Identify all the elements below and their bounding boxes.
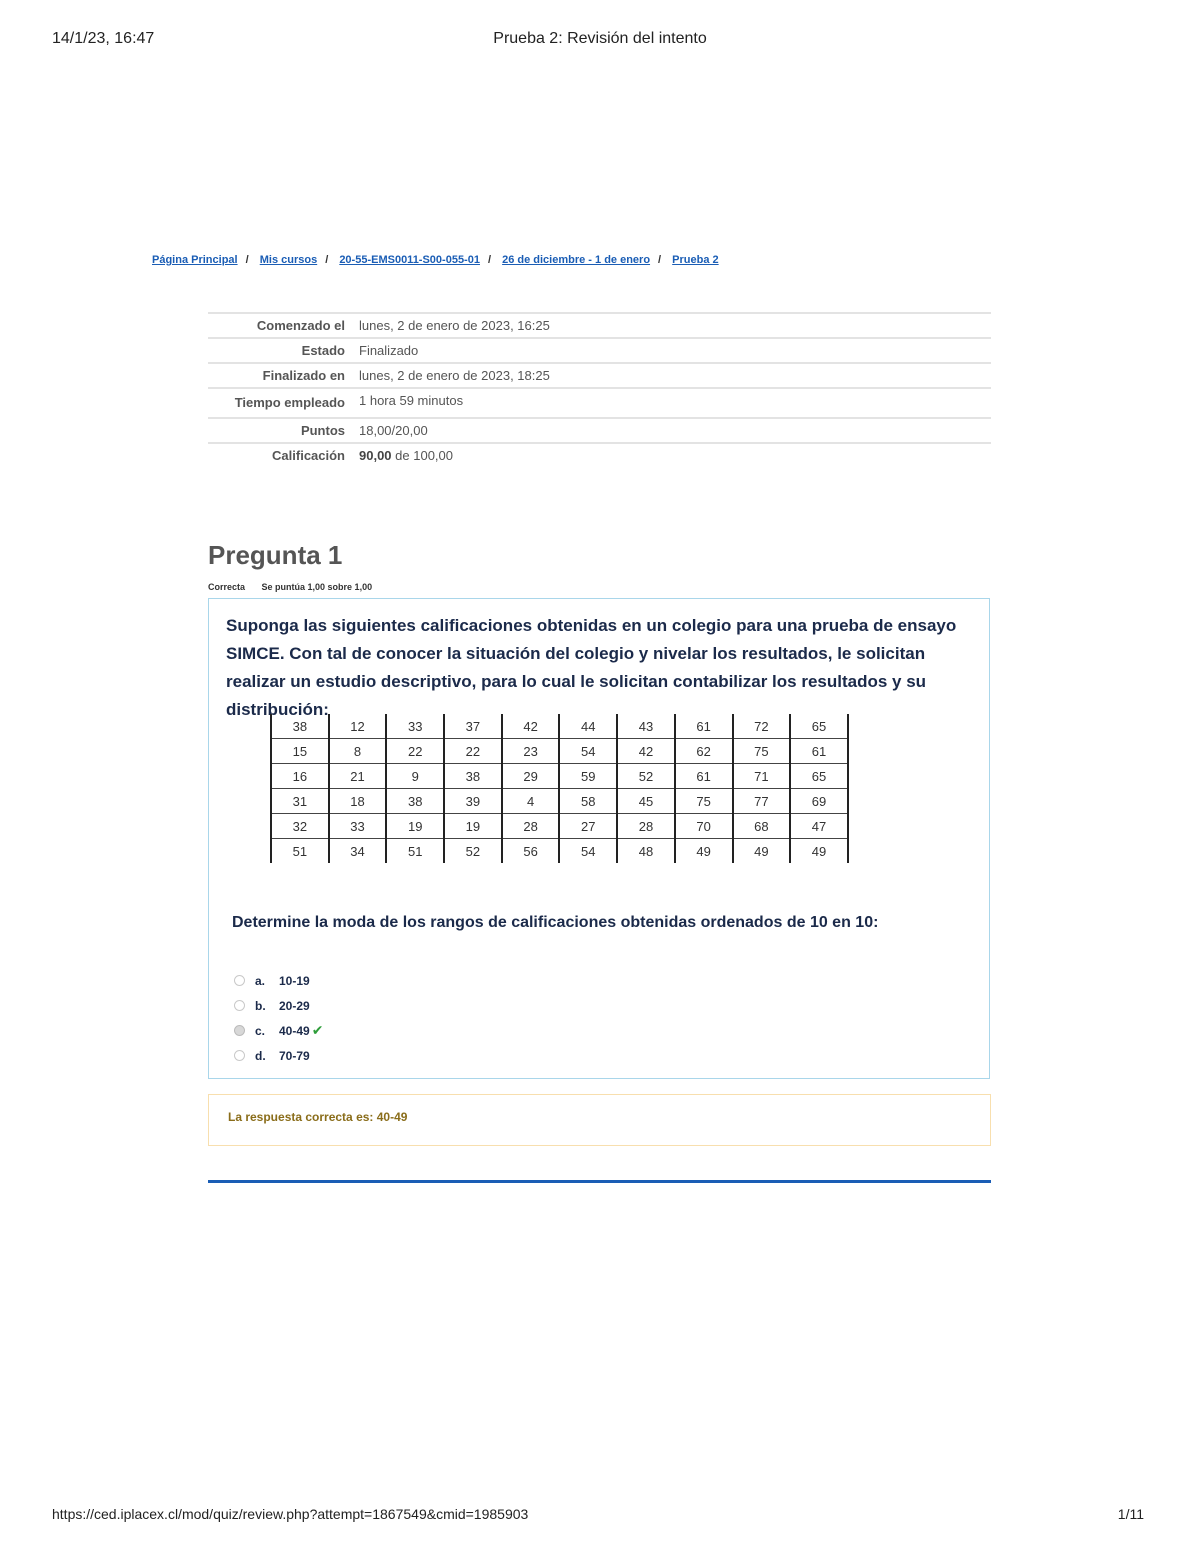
grade-cell: 31 xyxy=(271,789,329,814)
grade-cell: 75 xyxy=(675,789,733,814)
grades-row xyxy=(271,839,848,864)
grade-cell: 61 xyxy=(675,714,733,739)
grades-row xyxy=(271,789,848,814)
breadcrumb-my-courses[interactable]: Mis cursos xyxy=(259,254,318,266)
attempt-summary xyxy=(208,312,991,467)
grade-cell: 39 xyxy=(444,789,502,814)
option-letter: d. xyxy=(255,1048,266,1063)
grade-cell: 51 xyxy=(271,839,329,864)
print-page-number: 1/11 xyxy=(1117,1506,1144,1522)
grade-cell: 52 xyxy=(444,839,502,864)
question-info xyxy=(208,582,386,592)
grade-cell: 22 xyxy=(386,739,444,764)
grade-cell: 58 xyxy=(559,789,617,814)
summary-label: Estado xyxy=(208,338,359,363)
option-text: 20-29 xyxy=(279,998,310,1013)
grade-cell: 42 xyxy=(617,739,675,764)
answer-option[interactable] xyxy=(234,1043,323,1068)
summary-label: Finalizado en xyxy=(208,363,359,388)
grades-row xyxy=(271,739,848,764)
question-state: Correcta xyxy=(208,582,246,592)
grade-cell: 71 xyxy=(733,764,791,789)
breadcrumb-home[interactable]: Página Principal xyxy=(152,254,238,266)
summary-value: Finalizado xyxy=(359,338,991,363)
print-title: Prueba 2: Revisión del intento xyxy=(493,30,707,47)
grade-cell: 37 xyxy=(444,714,502,739)
question-grade: Se puntúa 1,00 sobre 1,00 xyxy=(261,582,373,592)
summary-value: 1 hora 59 minutos xyxy=(359,388,991,418)
grade-cell: 49 xyxy=(790,839,848,864)
grade-cell: 23 xyxy=(502,739,560,764)
radio-button[interactable] xyxy=(234,1000,245,1011)
question-text: Suponga las siguientes calificaciones obtenidas en un colegio para una prueba de ensayo SIMCE. Con tal de conocer la situación del colegio y nivelar los resultados, le solicitan realizar un estudio descriptivo, para lo cual le solicitan contabilizar los resultados y su distribución: xyxy=(226,616,957,719)
grade-cell: 18 xyxy=(329,789,387,814)
question-prompt: Determine la moda de los rangos de calificaciones obtenidas ordenados de 10 en 10: xyxy=(232,914,879,931)
summary-row-points xyxy=(208,418,991,443)
grade-cell: 44 xyxy=(559,714,617,739)
grade-cell: 4 xyxy=(502,789,560,814)
summary-row-finished xyxy=(208,363,991,388)
grade-max: de 100,00 xyxy=(391,448,453,463)
grade-cell: 21 xyxy=(329,764,387,789)
grade-cell: 28 xyxy=(617,814,675,839)
grade-cell: 43 xyxy=(617,714,675,739)
grade-cell: 27 xyxy=(559,814,617,839)
grade-cell: 34 xyxy=(329,839,387,864)
grade-cell: 62 xyxy=(675,739,733,764)
breadcrumb: Página Principal / Mis cursos / 20-55-EMS0011-S00-055-01 / 26 de diciembre - 1 de enero / Prueba 2 xyxy=(152,254,719,266)
grade-cell: 75 xyxy=(733,739,791,764)
grade-value: 90,00 xyxy=(359,448,392,463)
summary-row-time xyxy=(208,388,991,418)
summary-row-state xyxy=(208,338,991,363)
grade-cell: 61 xyxy=(675,764,733,789)
summary-row-grade xyxy=(208,443,991,467)
question-divider xyxy=(208,1180,991,1183)
grade-cell: 33 xyxy=(386,714,444,739)
grade-cell: 72 xyxy=(733,714,791,739)
grade-cell: 69 xyxy=(790,789,848,814)
grade-cell: 15 xyxy=(271,739,329,764)
summary-row-started xyxy=(208,313,991,338)
grade-cell: 51 xyxy=(386,839,444,864)
option-letter: c. xyxy=(255,1023,266,1038)
grades-row xyxy=(271,814,848,839)
grade-cell: 68 xyxy=(733,814,791,839)
answer-option[interactable] xyxy=(234,993,323,1018)
breadcrumb-section[interactable]: 26 de diciembre - 1 de enero xyxy=(502,254,651,266)
breadcrumb-quiz[interactable]: Prueba 2 xyxy=(672,254,719,266)
grade-cell: 38 xyxy=(271,714,329,739)
correct-answer-feedback: La respuesta correcta es: 40-49 xyxy=(228,1110,408,1124)
grade-cell: 65 xyxy=(790,764,848,789)
radio-button[interactable] xyxy=(234,1050,245,1061)
summary-value: 18,00/20,00 xyxy=(359,418,991,443)
grade-cell: 56 xyxy=(502,839,560,864)
grade-cell: 65 xyxy=(790,714,848,739)
answer-option[interactable] xyxy=(234,968,323,993)
grade-cell: 52 xyxy=(617,764,675,789)
grade-cell: 77 xyxy=(733,789,791,814)
option-text: 40-49 xyxy=(279,1023,310,1038)
answer-option[interactable] xyxy=(234,1018,323,1043)
summary-label: Calificación xyxy=(208,443,359,467)
grade-cell: 59 xyxy=(559,764,617,789)
grade-cell: 48 xyxy=(617,839,675,864)
option-text: 70-79 xyxy=(279,1048,310,1063)
grade-cell: 38 xyxy=(386,789,444,814)
grade-cell: 54 xyxy=(559,839,617,864)
summary-label: Puntos xyxy=(208,418,359,443)
radio-button[interactable] xyxy=(234,975,245,986)
grade-cell: 16 xyxy=(271,764,329,789)
grade-cell: 47 xyxy=(790,814,848,839)
grade-cell: 28 xyxy=(502,814,560,839)
option-letter: b. xyxy=(255,998,266,1013)
option-letter: a. xyxy=(255,973,266,988)
grade-cell: 9 xyxy=(386,764,444,789)
grades-row xyxy=(271,764,848,789)
print-url: https://ced.iplacex.cl/mod/quiz/review.php?attempt=1867549&cmid=1985903 xyxy=(52,1506,529,1522)
grade-cell: 29 xyxy=(502,764,560,789)
summary-value xyxy=(359,443,991,467)
summary-label: Tiempo empleado xyxy=(208,388,359,418)
grades-table xyxy=(270,714,849,863)
grade-cell: 12 xyxy=(329,714,387,739)
grade-cell: 54 xyxy=(559,739,617,764)
question-title: Pregunta 1 xyxy=(208,540,343,570)
grade-cell: 22 xyxy=(444,739,502,764)
option-text: 10-19 xyxy=(279,973,310,988)
grade-cell: 19 xyxy=(444,814,502,839)
grade-cell: 38 xyxy=(444,764,502,789)
grade-cell: 32 xyxy=(271,814,329,839)
grade-cell: 49 xyxy=(675,839,733,864)
correct-check-icon: ✔ xyxy=(311,1022,324,1038)
grade-cell: 33 xyxy=(329,814,387,839)
answer-options xyxy=(234,968,323,1068)
grade-cell: 42 xyxy=(502,714,560,739)
grade-cell: 8 xyxy=(329,739,387,764)
summary-label: Comenzado el xyxy=(208,313,359,338)
summary-value: lunes, 2 de enero de 2023, 18:25 xyxy=(359,363,991,388)
summary-value: lunes, 2 de enero de 2023, 16:25 xyxy=(359,313,991,338)
print-datetime: 14/1/23, 16:47 xyxy=(52,30,155,47)
grade-cell: 19 xyxy=(386,814,444,839)
grade-cell: 45 xyxy=(617,789,675,814)
radio-button[interactable] xyxy=(234,1025,245,1036)
grade-cell: 61 xyxy=(790,739,848,764)
grades-row xyxy=(271,714,848,739)
grade-cell: 70 xyxy=(675,814,733,839)
breadcrumb-course[interactable]: 20-55-EMS0011-S00-055-01 xyxy=(339,254,480,266)
grade-cell: 49 xyxy=(733,839,791,864)
